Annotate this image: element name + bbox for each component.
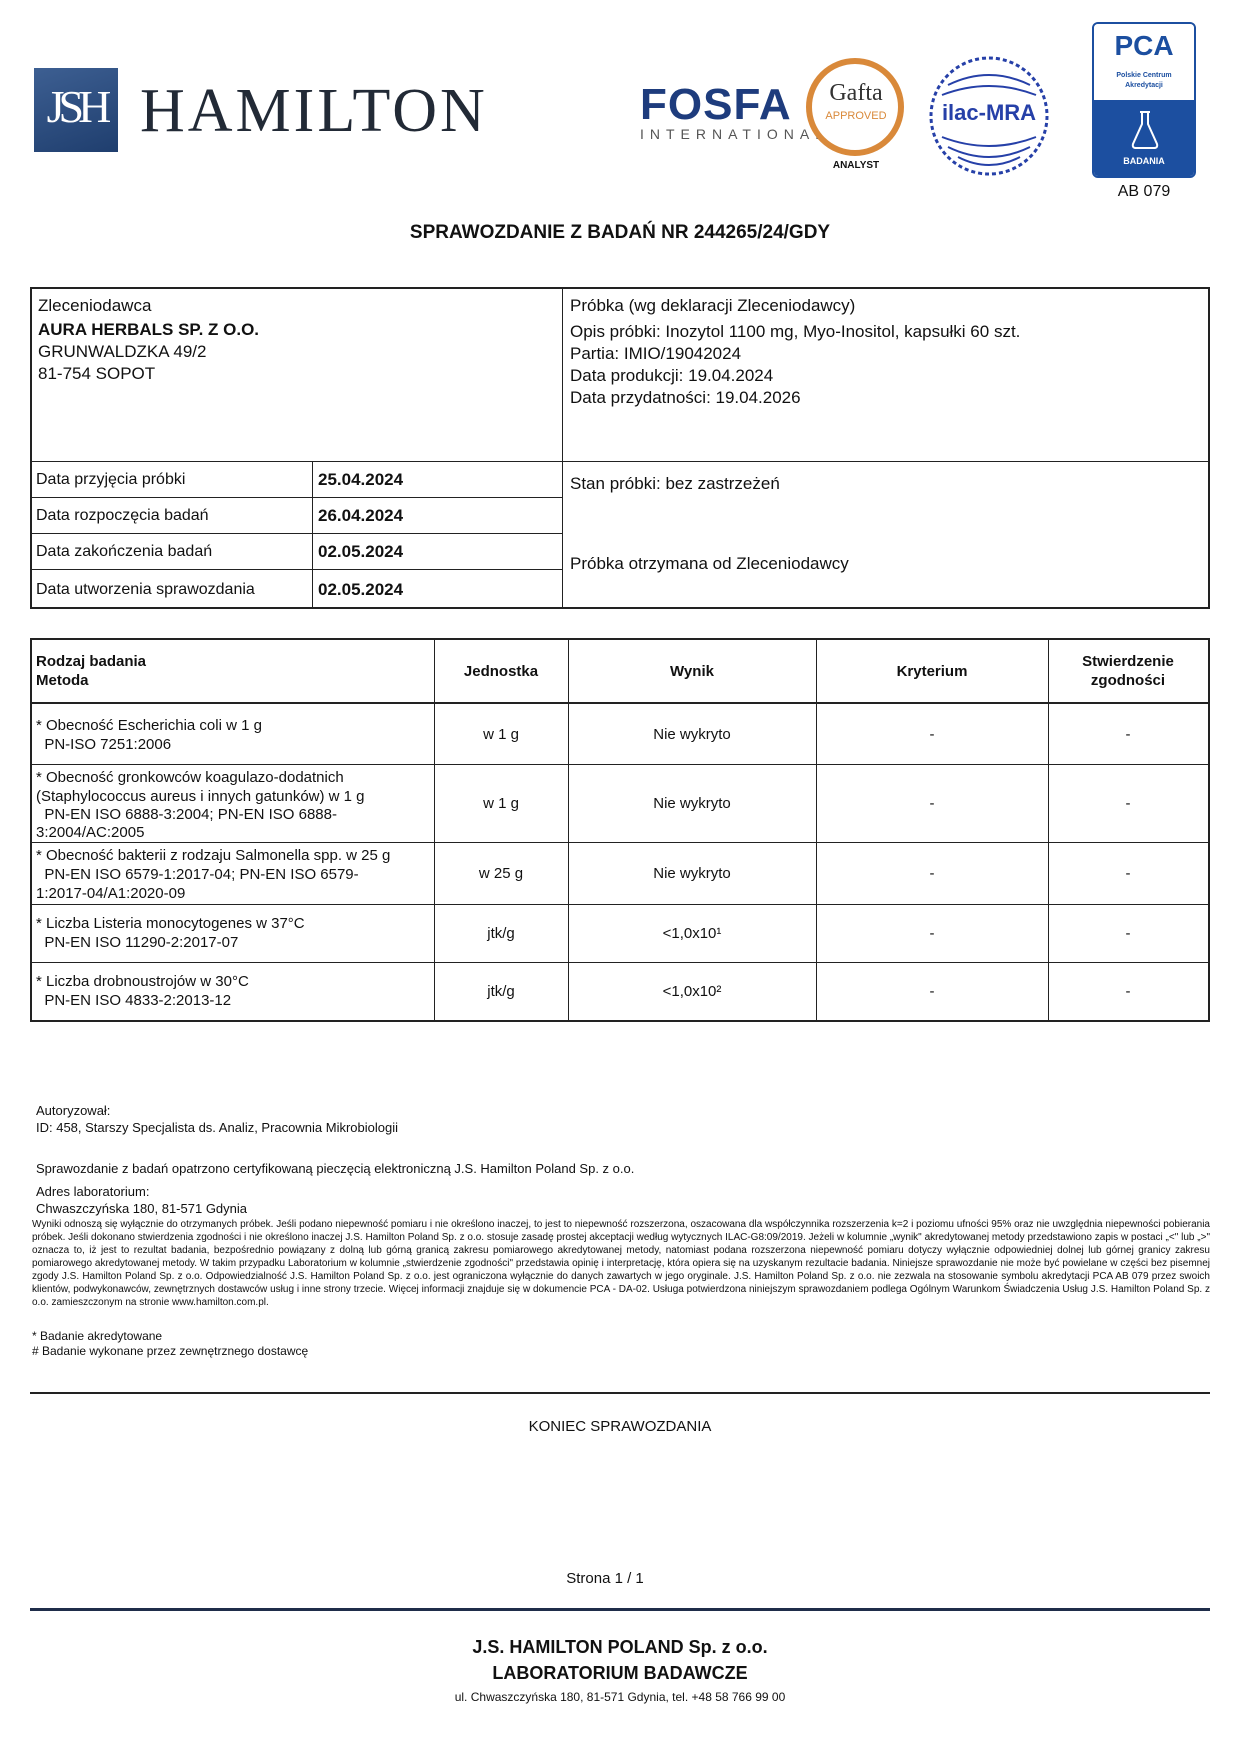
authorized-label: Autoryzował:	[36, 1103, 111, 1118]
result-unit: w 1 g	[483, 726, 519, 743]
test-line: * Obecność bakterii z rodzaju Salmonella spp. w 25 g	[36, 847, 391, 864]
test-line: * Obecność Escherichia coli w 1 g	[36, 717, 262, 734]
result-unit: w 25 g	[478, 865, 524, 882]
header-criterion: Kryterium	[896, 663, 968, 680]
result-value: Nie wykryto	[653, 865, 731, 882]
client-street: GRUNWALDZKA 49/2	[38, 342, 207, 361]
lab-address: Chwaszczyńska 180, 81-571 Gdynia	[36, 1201, 248, 1216]
pca-badania: BADANIA	[1123, 156, 1165, 166]
hamilton-logo-mark	[34, 68, 118, 152]
test-line: 3:2004/AC:2005	[36, 824, 145, 841]
client-name: AURA HERBALS SP. Z O.O.	[38, 320, 260, 339]
col-divider	[816, 640, 817, 1020]
report-title: SPRAWOZDANIE Z BADAŃ NR 244265/24/GDY	[409, 222, 831, 243]
client-heading: Zleceniodawca	[38, 296, 152, 315]
header-conformity-line2: zgodności	[1090, 672, 1166, 689]
result-value: <1,0x10¹	[662, 925, 722, 942]
ilac-mra-logo: ilac-MRA	[941, 100, 1037, 125]
row-divider	[32, 962, 1208, 963]
info-divider-horizontal	[32, 461, 1208, 462]
footer-contact: ul. Chwaszczyńska 180, 81-571 Gdynia, tel. +48 58 766 99 00	[454, 1690, 786, 1704]
header-result: Wynik	[670, 663, 714, 680]
dates-row-divider	[32, 533, 562, 534]
test-line: * Obecność gronkowców koagulazo-dodatnich	[36, 769, 344, 786]
fosfa-subtitle: INTERNATIONAL	[640, 126, 829, 142]
result-conformity: -	[1125, 865, 1131, 882]
date-label: Data zakończenia badań	[36, 543, 213, 560]
pca-accreditation-code: AB 079	[1117, 183, 1171, 200]
gafta-name: Gafta	[829, 80, 883, 106]
sample-batch: Partia: IMIO/19042024	[570, 344, 742, 363]
footer-divider	[30, 1608, 1210, 1611]
date-label: Data utworzenia sprawozdania	[36, 581, 255, 598]
test-line: PN-EN ISO 4833-2:2013-12	[36, 992, 232, 1009]
result-value: Nie wykryto	[653, 726, 731, 743]
col-divider	[568, 640, 569, 1020]
result-conformity: -	[1125, 726, 1131, 743]
pca-accreditation-badge	[1092, 22, 1196, 178]
header-test-type: Rodzaj badania	[36, 653, 147, 670]
header-conformity-line1: Stwierdzenie	[1082, 653, 1174, 670]
header-unit: Jednostka	[463, 663, 539, 680]
row-divider	[32, 904, 1208, 905]
row-divider	[32, 842, 1208, 843]
gafta-approved: APPROVED	[825, 110, 887, 122]
pca-line-2: Akredytacji	[1125, 82, 1163, 89]
note-accredited: * Badanie akredytowane	[32, 1329, 163, 1343]
flask-icon	[1130, 110, 1160, 150]
seal-note: Sprawozdanie z badań opatrzono certyfikowaną pieczęcią elektroniczną J.S. Hamilton Poland Sp. z o.o.	[36, 1161, 635, 1176]
header-divider	[32, 702, 1208, 704]
sample-heading: Próbka (wg deklaracji Zleceniodawcy)	[570, 296, 856, 315]
result-conformity: -	[1125, 925, 1131, 942]
test-line: PN-EN ISO 6579-1:2017-04; PN-EN ISO 6579-	[36, 866, 359, 883]
date-label: Data przyjęcia próbki	[36, 471, 186, 488]
result-criterion: -	[929, 726, 935, 743]
footer-company: J.S. HAMILTON POLAND Sp. z o.o.	[472, 1637, 768, 1657]
section-divider	[30, 1392, 1210, 1394]
client-city: 81-754 SOPOT	[38, 364, 156, 383]
test-line: (Staphylococcus aureus i innych gatunków) w 1 g	[36, 788, 365, 805]
sample-production-date: Data produkcji: 19.04.2024	[570, 366, 774, 385]
result-conformity: -	[1125, 983, 1131, 1000]
date-value: 02.05.2024	[318, 580, 404, 599]
test-line: * Liczba drobnoustrojów w 30°C	[36, 973, 249, 990]
dates-row-divider	[32, 569, 562, 570]
hamilton-wordmark: HAMILTON	[140, 77, 488, 145]
col-divider	[434, 640, 435, 1020]
authorized-by: ID: 458, Starszy Specjalista ds. Analiz, Pracownia Mikrobiologii	[36, 1120, 398, 1135]
pca-title: PCA	[1114, 30, 1174, 61]
end-of-report: KONIEC SPRAWOZDANIA	[528, 1418, 712, 1435]
results-table	[30, 638, 1210, 1022]
result-unit: w 1 g	[483, 795, 519, 812]
note-external: # Badanie wykonane przez zewnętrznego dostawcę	[32, 1344, 309, 1358]
hamilton-monogram: JSH	[46, 81, 106, 132]
result-unit: jtk/g	[487, 983, 515, 1000]
result-value: <1,0x10²	[662, 983, 722, 1000]
lab-address-label: Adres laboratorium:	[36, 1184, 150, 1199]
gafta-badge-ring	[806, 58, 904, 156]
sample-received-from: Próbka otrzymana od Zleceniodawcy	[570, 554, 849, 573]
date-value: 25.04.2024	[318, 470, 404, 489]
dates-divider-vertical	[312, 461, 313, 607]
test-line: * Liczba Listeria monocytogenes w 37°C	[36, 915, 305, 932]
result-unit: jtk/g	[487, 925, 515, 942]
gafta-analyst: ANALYST	[832, 160, 880, 171]
client-sample-info-table	[30, 287, 1210, 609]
disclaimer-text: Wyniki odnoszą się wyłącznie do otrzymanych próbek. Jeśli podano niepewność pomiaru i nie określono inaczej, to jest to niepewność rozszerzona, oszacowana dla współczynnika rozszerzenia k=2 i poziomu ufności 95% oraz nie uwzględnia niepewności pobierania próbek. Jeśli dokonano stwierdzenia zgodności i nie określono inaczej J.S. Hamilton Poland Sp. z o.o. stosuje zasadę prostej akceptacji według wytycznych ILAC-G8:09/2019. Jeżeli w kolumnie „wynik" akredytowanej metody przedstawiono zapis w postaci „<" lub „>" oznacza to, iż jest to rezultat badania, bezpośrednio powiązany z dolną lub górną granicą zakresu pomiarowego akredytowanej metody, natomiast podana rozszerzona niepewność pomiaru dotyczy wyłącznie odpowiedniej dolnej lub górnej granicy zakresu pomiarowego akredytowanej metody. W takim przypadku Laboratorium w kolumnie „stwierdzenie zgodności" przedstawia opinię i interpretację, która opiera się na uzyskanym rezultacie badania. Niniejsze sprawozdanie nie może być powielane w części bez pisemnej zgody J.S. Hamilton Poland Sp. z o.o. Odpowiedzialność J.S. Hamilton Poland Sp. z o.o. jest ograniczona wyłącznie do danych zawartych w jego oryginale. J.S. Hamilton Poland Sp. z o.o. nie zezwala na stosowanie symbolu akredytacji PCA AB 079 przez swoich klientów, podwykonawców, zewnętrznych dostawców usług i inne strony trzecie. Więcej informacji znajduje się w dokumencie PCA - DA-02. Usługa potwierdzona niniejszym sprawozdaniem podlega Ogólnym Warunkom Świadczenia Usług J.S. Hamilton Poland Sp. z o.o. zamieszczonym na stronie www.hamilton.com.pl.	[32, 1219, 1210, 1308]
test-line: PN-ISO 7251:2006	[36, 736, 172, 753]
fosfa-logo: FOSFA	[640, 80, 792, 129]
sample-expiry-date: Data przydatności: 19.04.2026	[570, 388, 801, 407]
col-divider	[1048, 640, 1049, 1020]
result-criterion: -	[929, 865, 935, 882]
test-line: PN-EN ISO 6888-3:2004; PN-EN ISO 6888-	[36, 806, 337, 823]
page-number: Strona 1 / 1	[566, 1570, 644, 1587]
result-value: Nie wykryto	[653, 795, 731, 812]
result-criterion: -	[929, 983, 935, 1000]
pca-line-1: Polskie Centrum	[1116, 72, 1172, 79]
date-value: 02.05.2024	[318, 542, 404, 561]
dates-row-divider	[32, 497, 562, 498]
date-label: Data rozpoczęcia badań	[36, 507, 209, 524]
date-value: 26.04.2024	[318, 506, 404, 525]
sample-description: Opis próbki: Inozytol 1100 mg, Myo-Inositol, kapsułki 60 szt.	[570, 322, 1021, 341]
footer-lab: LABORATORIUM BADAWCZE	[492, 1663, 748, 1683]
header-method: Metoda	[36, 672, 89, 689]
result-criterion: -	[929, 925, 935, 942]
test-line: PN-EN ISO 11290-2:2017-07	[36, 934, 239, 951]
result-criterion: -	[929, 795, 935, 812]
test-line: 1:2017-04/A1:2020-09	[36, 885, 186, 902]
sample-condition: Stan próbki: bez zastrzeżeń	[570, 474, 780, 493]
info-divider-vertical	[562, 289, 563, 607]
result-conformity: -	[1125, 795, 1131, 812]
row-divider	[32, 764, 1208, 765]
